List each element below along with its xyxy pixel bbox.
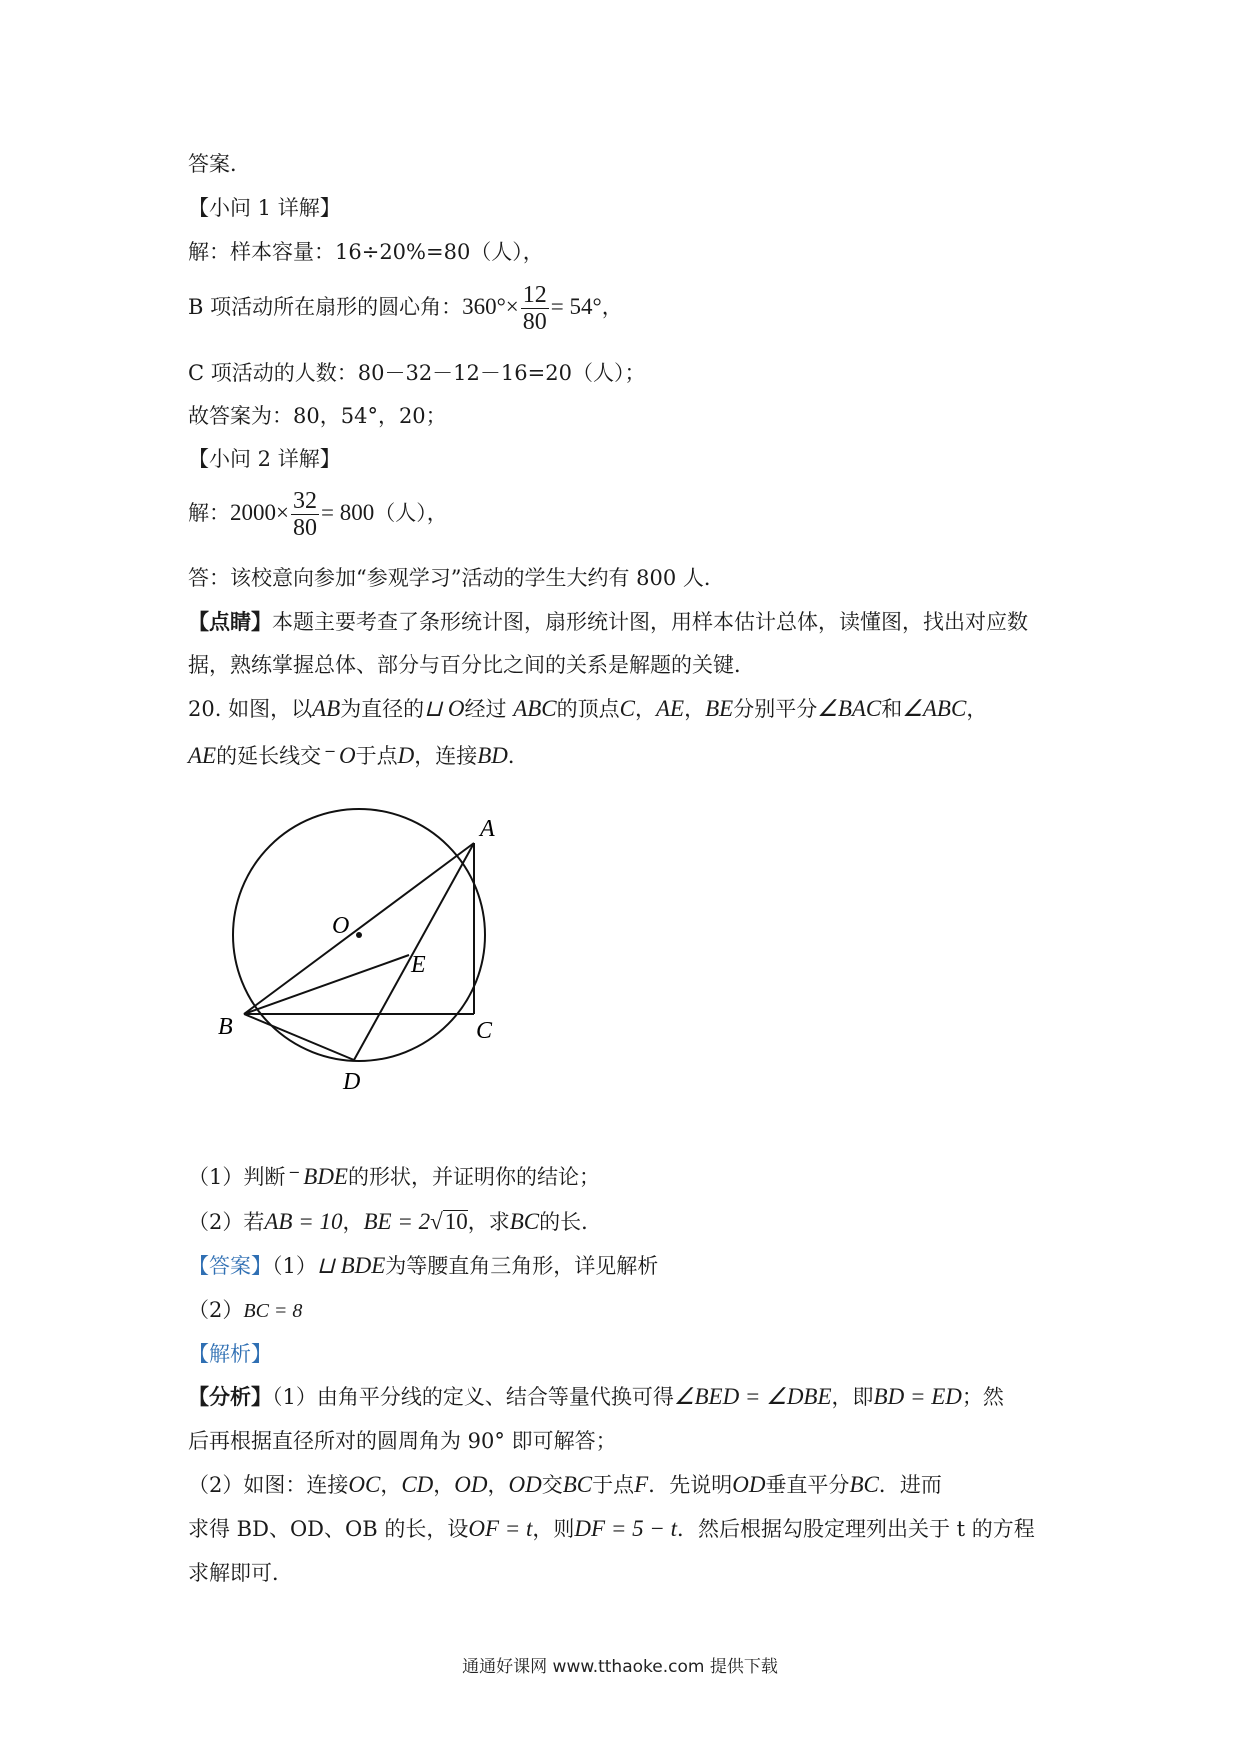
text-line: 故答案为：80，54°，20； <box>188 404 447 428</box>
text-line: 据，熟练掌握总体、部分与百分比之间的关系是解题的关键． <box>188 653 755 677</box>
text-line: 答案． <box>188 152 251 176</box>
fraction: $\frac{32}{80}$ <box>292 488 317 541</box>
analysis-4: 求得 BD、OD、OB 的长，设OF = t，则DF = 5 − t．然后根据勾股定理列出关于 t 的方程 <box>188 1516 1035 1541</box>
label-b: B <box>218 1014 233 1040</box>
section-heading: 【小问 1 详解】 <box>188 196 341 220</box>
part-1: （1）判断⁻ BDE的形状，并证明你的结论； <box>188 1164 600 1189</box>
label-d: D <box>343 1069 361 1095</box>
analysis-3: （2）如图：连接OC，CD，OD，OD交BC于点F．先说明OD垂直平分BC．进而 <box>188 1472 942 1497</box>
geometry-figure <box>210 800 530 1120</box>
text-line: C 项活动的人数：80－32－12－16=20（人）； <box>188 361 646 385</box>
center-point <box>356 932 362 938</box>
text-line: 解：样本容量：16÷20%=80（人）， <box>188 240 544 264</box>
segment-ab <box>244 843 474 1014</box>
question-20-cont: AE的延长线交⁻ O于点D，连接BD． <box>188 743 529 768</box>
answer-1: 【答案】（1）⊔ BDE为等腰直角三角形，详见解析 <box>188 1253 659 1278</box>
label-e: E <box>411 952 426 978</box>
question-20: 20. 如图，以AB为直径的⊔ O经过 ABC的顶点C，AE，BE分别平分∠BAC和∠ABC， <box>188 696 988 721</box>
answer-2: （2）BC = 8 <box>188 1298 303 1322</box>
fraction: $\frac{12}{80}$ <box>522 282 547 335</box>
label-o: O <box>332 913 350 939</box>
section-heading: 【小问 2 详解】 <box>188 447 341 471</box>
part-2: （2）若AB = 10，BE = 2√10，求BC的长． <box>188 1209 603 1234</box>
analysis-tag: 【解析】 <box>188 1342 272 1366</box>
text-line: 答：该校意向参加“参观学习”活动的学生大约有 800 人． <box>188 566 725 590</box>
analysis-2: 后再根据直径所对的圆周角为 90° 即可解答； <box>188 1429 617 1453</box>
text-line: B 项活动所在扇形的圆心角：360°× $\frac{12}{80}$ = 54°， <box>188 282 623 335</box>
text-line: 【点睛】本题主要考查了条形统计图，扇形统计图，用样本估计总体，读懂图，找出对应数 <box>188 609 1028 634</box>
analysis-1: 【分析】（1）由角平分线的定义、结合等量代换可得∠BED = ∠DBE，即BD = ED；然 <box>188 1384 1004 1409</box>
label-c: C <box>476 1018 493 1044</box>
analysis-5: 求解即可． <box>188 1561 293 1585</box>
label-a: A <box>480 816 495 842</box>
page-footer: 通通好课网 www.tthaoke.com 提供下载 <box>462 1657 778 1677</box>
text-line: 解：2000× $\frac{32}{80}$ = 800（人）， <box>188 488 448 541</box>
segment-bd <box>244 1014 354 1060</box>
